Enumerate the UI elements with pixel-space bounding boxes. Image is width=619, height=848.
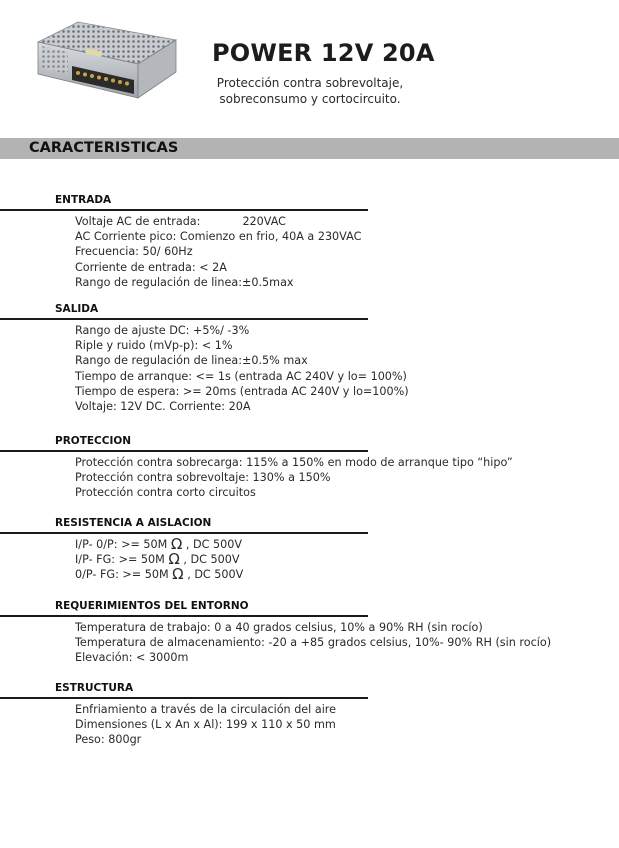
spec-line: Protección contra sobrevoltaje: 130% a 150% [75, 471, 331, 485]
section-header [0, 599, 368, 617]
spec-value: , DC 500V [183, 553, 240, 567]
spec-line: Voltaje: 12V DC. Corriente: 20A [75, 400, 251, 414]
spec-line: Frecuencia: 50/ 60Hz [75, 245, 193, 259]
subtitle-line: Protección contra sobrevoltaje, [216, 76, 404, 90]
section-salida [0, 302, 619, 414]
power-supply-image [26, 14, 184, 112]
spec-line: AC Corriente pico: Comienzo en frio, 40A a 230VAC [75, 230, 362, 244]
section-entrada [0, 193, 619, 290]
section-resistencia [0, 516, 619, 583]
ohm-symbol: Ω [168, 550, 180, 569]
spec-line [75, 567, 619, 582]
section-body [0, 320, 619, 414]
spec-line: Peso: 800gr [75, 733, 142, 747]
subtitle-line: sobreconsumo y cortocircuito. [219, 92, 401, 106]
spec-line: Temperatura de trabajo: 0 a 40 grados celsius, 10% a 90% RH (sin rocío) [75, 621, 483, 634]
section-title: ESTRUCTURA [55, 682, 134, 694]
section-title: REQUERIMIENTOS DEL ENTORNO [55, 600, 249, 612]
spec-line [75, 552, 619, 567]
section-body [0, 211, 619, 290]
section-proteccion [0, 434, 619, 501]
spec-value: 220VAC [242, 215, 286, 228]
spec-label: 0/P- FG: >= 50M [75, 568, 169, 582]
spec-line: Rango de ajuste DC: +5%/ -3% [75, 324, 250, 337]
spec-line [75, 537, 619, 552]
section-header [0, 516, 368, 534]
section-entorno [0, 599, 619, 666]
section-body [0, 452, 619, 501]
spec-line: Elevación: < 3000m [75, 651, 189, 665]
section-body [0, 699, 619, 748]
spec-label: I/P- FG: >= 50M [75, 553, 165, 567]
ohm-symbol: Ω [172, 565, 184, 584]
spec-value: , DC 500V [187, 568, 244, 582]
section-title: ENTRADA [55, 194, 112, 206]
section-title: SALIDA [55, 303, 99, 315]
spec-line: Riple y ruido (mVp-p): < 1% [75, 339, 233, 353]
section-header [0, 681, 368, 699]
spec-line: Rango de regulación de linea:±0.5% max [75, 354, 308, 368]
section-title: RESISTENCIA A AISLACION [55, 517, 212, 529]
spec-label: I/P- 0/P: >= 50M [75, 538, 168, 551]
band-label: CARACTERISTICAS [29, 140, 179, 156]
spec-line: Corriente de entrada: < 2A [75, 260, 227, 274]
page-title: POWER 12V 20A [212, 39, 435, 67]
spec-label: Voltaje AC de entrada: [75, 215, 201, 228]
spec-line: Tiempo de espera: >= 20ms (entrada AC 240V y lo=100%) [75, 384, 409, 398]
section-title: PROTECCION [55, 435, 132, 447]
section-body [0, 617, 619, 666]
spec-line: Tiempo de arranque: <= 1s (entrada AC 240V y lo= 100%) [75, 369, 407, 383]
spec-line: Temperatura de almacenamiento: -20 a +85 grados celsius, 10%- 90% RH (sin rocío) [75, 636, 552, 650]
subtitle [196, 75, 424, 107]
spec-line [75, 214, 619, 229]
section-estructura [0, 681, 619, 748]
ohm-symbol: Ω [170, 535, 183, 553]
section-body [0, 534, 619, 583]
spec-line: Protección contra sobrecarga: 115% a 150% en modo de arranque tipo “hipo” [75, 456, 513, 469]
spec-line: Dimensiones (L x An x Al): 199 x 110 x 50 mm [75, 718, 336, 732]
section-header [0, 302, 368, 320]
spec-line: Rango de regulación de linea:±0.5max [75, 275, 294, 289]
spec-line: Protección contra corto circuitos [75, 486, 256, 500]
spec-line: Enfriamiento a través de la circulación del aire [75, 703, 337, 716]
section-header [0, 193, 368, 211]
section-header [0, 434, 368, 452]
spec-value: , DC 500V [185, 538, 243, 551]
